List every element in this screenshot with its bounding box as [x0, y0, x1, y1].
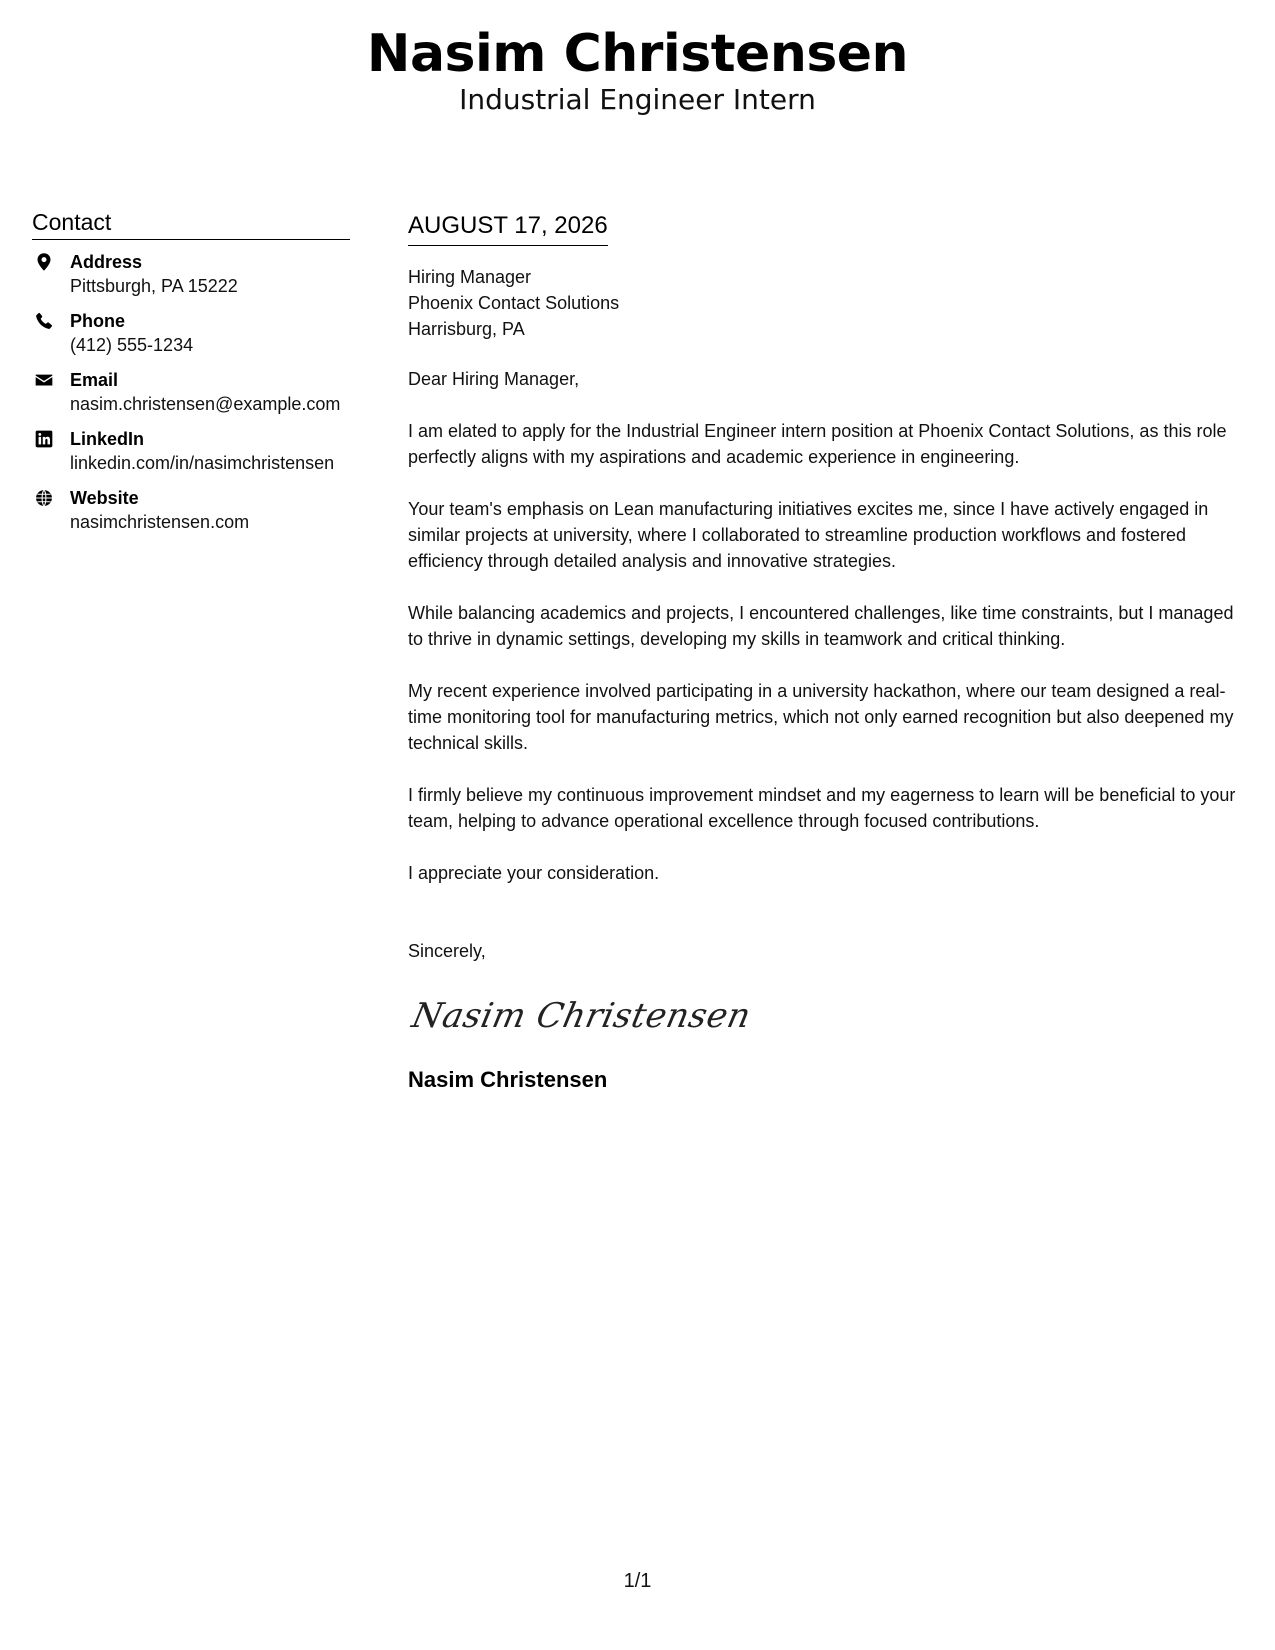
body-paragraph: I am elated to apply for the Industrial Engineer intern position at Phoenix Contact Solutions, as this role perfectly aligns with my aspirations and academic experience in engineering.: [408, 421, 1227, 467]
body-paragraph: While balancing academics and projects, I encountered challenges, like time constraints, but I managed to thrive in dynamic settings, developing my skills in teamwork and critical thinking.: [408, 603, 1234, 649]
contact-label: Phone: [70, 311, 126, 331]
applicant-name: Nasim Christensen: [366, 24, 909, 84]
recipient-title: Hiring Manager: [408, 267, 532, 287]
applicant-title: Industrial Engineer Intern: [459, 83, 816, 116]
contact-sidebar: [32, 207, 350, 545]
contact-item-phone: [32, 309, 350, 357]
location-pin-icon: [34, 252, 54, 272]
contact-item-linkedin: [32, 427, 350, 475]
envelope-icon: [34, 370, 54, 390]
contact-list: [32, 250, 350, 534]
letter-header: [0, 22, 1275, 118]
handwritten-signature: Nasim Christensen: [408, 996, 755, 1036]
contact-item-website: [32, 486, 350, 534]
linkedin-icon: [34, 429, 54, 449]
body-paragraph: My recent experience involved participating in a university hackathon, where our team designed a real-time monitoring tool for manufacturing metrics, which not only earned recognition but also deepened my technical skills.: [408, 681, 1234, 753]
signed-name: Nasim Christensen: [408, 1067, 608, 1092]
globe-icon: [34, 488, 54, 508]
contact-label: Website: [70, 488, 139, 508]
linkedin-value[interactable]: linkedin.com/in/nasimchristensen: [70, 453, 335, 473]
body-paragraph: I firmly believe my continuous improvement mindset and my eagerness to learn will be beneficial to your team, helping to advance operational excellence through focused contributions.: [408, 785, 1236, 831]
contact-heading: Contact: [32, 207, 350, 240]
contact-label: Email: [70, 370, 119, 390]
closing: Sincerely,: [408, 941, 486, 961]
contact-label: LinkedIn: [70, 429, 145, 449]
letter-main: [408, 210, 1243, 1094]
email-value[interactable]: nasim.christensen@example.com: [70, 394, 341, 414]
website-value[interactable]: nasimchristensen.com: [70, 512, 250, 532]
letter-date: AUGUST 17, 2026: [408, 210, 608, 246]
phone-value: (412) 555-1234: [70, 335, 194, 355]
body-paragraph: Your team's emphasis on Lean manufacturing initiatives excites me, since I have actively engaged in similar projects at university, where I collaborated to streamline production workflows and fostered efficiency through detailed analysis and innovative strategies.: [408, 499, 1209, 571]
letter-body: [408, 366, 1243, 886]
contact-item-email: [32, 368, 350, 416]
recipient-block: [408, 264, 1243, 342]
salutation: Dear Hiring Manager,: [408, 369, 580, 389]
address-value: Pittsburgh, PA 15222: [70, 276, 238, 296]
recipient-location: Harrisburg, PA: [408, 319, 525, 339]
body-paragraph: I appreciate your consideration.: [408, 863, 660, 883]
phone-icon: [34, 311, 54, 331]
contact-label: Address: [70, 252, 143, 272]
contact-item-address: [32, 250, 350, 298]
page-number: 1/1: [623, 1570, 652, 1592]
recipient-company: Phoenix Contact Solutions: [408, 293, 620, 313]
